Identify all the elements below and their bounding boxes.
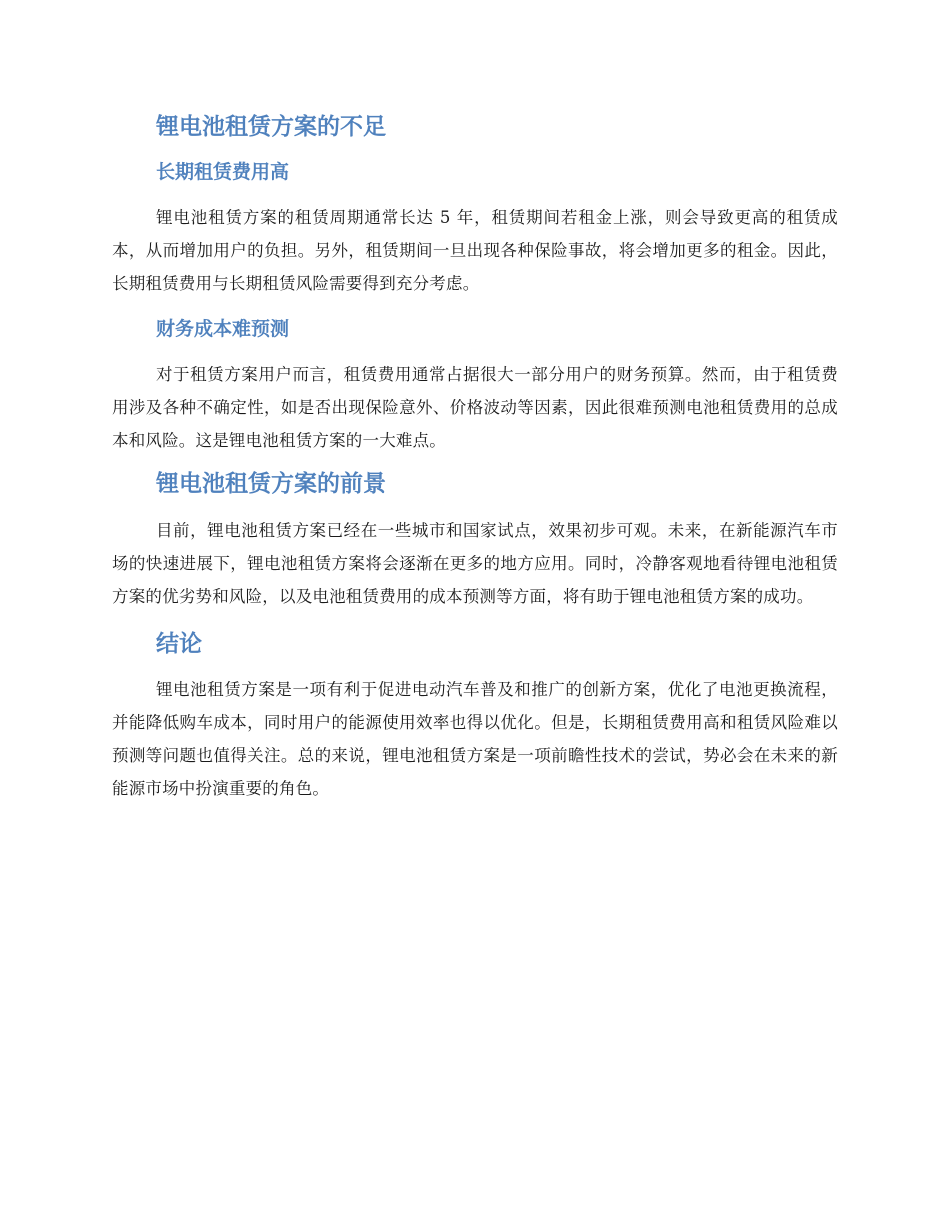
- section-title-conclusion: 结论: [156, 631, 202, 657]
- paragraph-conclusion: 锂电池租赁方案是一项有利于促进电动汽车普及和推广的创新方案，优化了电池更换流程，并能降低购车成本，同时用户的能源使用效率也得以优化。但是，长期租赁费用高和租赁风险难以预测等问题也值得关注。总的来说，锂电池租赁方案是一项前瞻性技术的尝试，势必会在未来的新能源市场中扮演重要的角色。: [112, 680, 838, 798]
- paragraph-high-long-term-cost: 锂电池租赁方案的租赁周期通常长达 5 年，租赁期间若租金上涨，则会导致更高的租赁成本，从而增加用户的负担。另外，租赁期间一旦出现各种保险事故，将会增加更多的租金。因此，长期租赁费用与长期租赁风险需要得到充分考虑。: [112, 208, 838, 293]
- section-title-prospects: 锂电池租赁方案的前景: [156, 471, 386, 497]
- subsection-title-unpredictable-cost: 财务成本难预测: [156, 318, 290, 340]
- paragraph-prospects: 目前，锂电池租赁方案已经在一些城市和国家试点，效果初步可观。未来，在新能源汽车市场的快速进展下，锂电池租赁方案将会逐渐在更多的地方应用。同时，冷静客观地看待锂电池租赁方案的优劣势和风险，以及电池租赁费用的成本预测等方面，将有助于锂电池租赁方案的成功。: [112, 521, 838, 606]
- section-title-shortcomings: 锂电池租赁方案的不足: [156, 114, 386, 140]
- subsection-title-high-long-term-cost: 长期租赁费用高: [156, 161, 290, 183]
- paragraph-unpredictable-cost: 对于租赁方案用户而言，租赁费用通常占据很大一部分用户的财务预算。然而，由于租赁费用涉及各种不确定性，如是否出现保险意外、价格波动等因素，因此很难预测电池租赁费用的总成本和风险。这是锂电池租赁方案的一大难点。: [112, 365, 838, 450]
